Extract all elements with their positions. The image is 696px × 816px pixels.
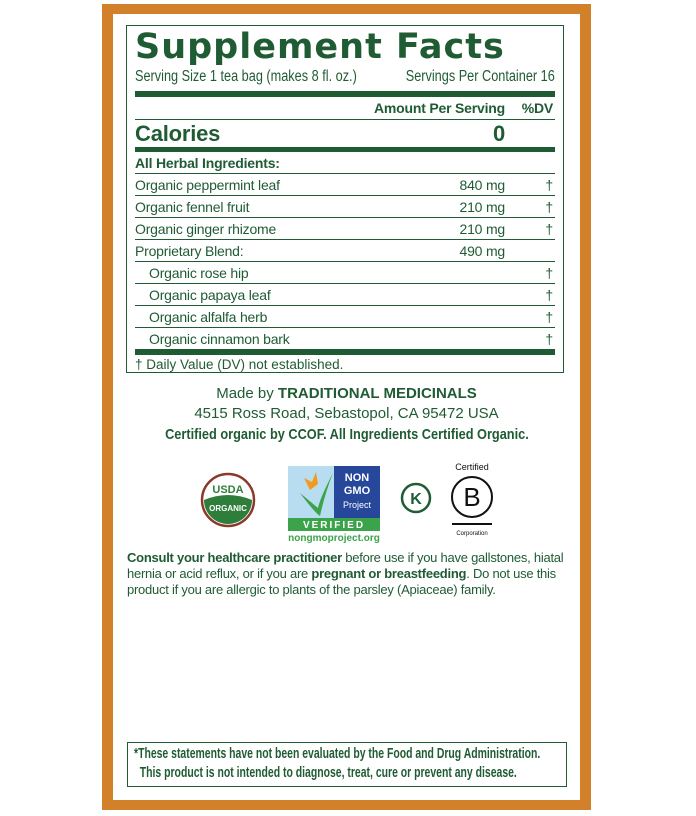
usda-organic-logo bbox=[202, 474, 254, 526]
svg-text:Project: Project bbox=[342, 500, 372, 510]
ingredient-dv: † bbox=[545, 198, 553, 215]
warning-text: Consult your healthcare practitioner before use if you have gallstones, hiatal hernia or acid reflux, or if you are pregnant or breastfeeding. Do not use this product if you are allergic to plants of the parsley (Apiaceae) family. bbox=[127, 550, 564, 597]
servings-per-container: Servings Per Container 16 bbox=[405, 68, 555, 85]
column-header-row bbox=[135, 97, 555, 120]
footnote: † Daily Value (DV) not established. bbox=[135, 357, 344, 372]
kosher-logo bbox=[402, 484, 430, 512]
ingredient-row bbox=[135, 240, 555, 262]
ingredient-row bbox=[135, 218, 555, 240]
fda-disclaimer bbox=[127, 742, 567, 787]
ingredient-name: Organic alfalfa herb bbox=[149, 308, 268, 325]
svg-text:NON: NON bbox=[344, 472, 370, 484]
calories-label: Calories bbox=[135, 120, 221, 146]
svg-text:GMO: GMO bbox=[343, 485, 371, 497]
ingredient-name: Organic peppermint leaf bbox=[135, 176, 280, 193]
made-by: Made by TRADITIONAL MEDICINALS bbox=[216, 385, 477, 402]
certified-organic: Certified organic by CCOF. All Ingredients Certified Organic. bbox=[164, 426, 529, 443]
b-corp-logo bbox=[452, 462, 492, 537]
ingredient-row bbox=[135, 306, 555, 328]
ingredient-amount: 840 mg bbox=[459, 176, 505, 193]
supplement-facts-panel bbox=[126, 25, 564, 373]
svg-text:K: K bbox=[410, 491, 422, 508]
ingredients-header: All Herbal Ingredients: bbox=[135, 152, 555, 174]
amount-header: Amount Per Serving bbox=[374, 100, 505, 116]
svg-text:VERIFIED: VERIFIED bbox=[302, 520, 366, 531]
non-gmo-project-logo bbox=[288, 466, 380, 544]
ingredient-name: Organic papaya leaf bbox=[149, 286, 271, 303]
svg-text:ORGANIC: ORGANIC bbox=[209, 504, 247, 513]
ingredient-row bbox=[135, 262, 555, 284]
ingredient-dv: † bbox=[545, 286, 553, 303]
svg-text:Corporation: Corporation bbox=[456, 531, 488, 537]
ingredient-dv: † bbox=[545, 330, 553, 347]
calories-value: 0 bbox=[492, 120, 505, 146]
serving-info bbox=[135, 66, 555, 87]
disclaimer-line-1: *These statements have not been evaluated by the Food and Drug Administration. bbox=[134, 746, 541, 762]
ingredient-row bbox=[135, 284, 555, 306]
company-name: TRADITIONAL MEDICINALS bbox=[277, 385, 477, 402]
ingredient-row bbox=[135, 196, 555, 218]
ingredient-dv: † bbox=[545, 264, 553, 281]
svg-text:B: B bbox=[463, 482, 481, 512]
ingredient-name: Organic fennel fruit bbox=[135, 198, 250, 215]
serving-size: Serving Size 1 tea bag (makes 8 fl. oz.) bbox=[135, 68, 357, 85]
svg-text:nongmoproject.org: nongmoproject.org bbox=[288, 533, 380, 544]
ingredient-dv: † bbox=[545, 308, 553, 325]
ingredient-row bbox=[135, 174, 555, 196]
disclaimer-line-2: This product is not intended to diagnose, treat, cure or prevent any disease. bbox=[139, 765, 517, 781]
ingredient-name: Organic cinnamon bark bbox=[149, 330, 290, 347]
ingredient-name: Organic rose hip bbox=[149, 264, 249, 281]
ingredient-name: Organic ginger rhizome bbox=[135, 220, 277, 237]
ingredient-amount: 210 mg bbox=[459, 198, 505, 215]
ingredient-dv: † bbox=[545, 176, 553, 193]
address: 4515 Ross Road, Sebastopol, CA 95472 USA bbox=[194, 405, 499, 422]
facts-title: Supplement Facts bbox=[135, 27, 505, 67]
certification-logos bbox=[200, 460, 500, 546]
ingredient-name: Proprietary Blend: bbox=[135, 242, 244, 259]
ingredient-dv: † bbox=[545, 220, 553, 237]
svg-text:USDA: USDA bbox=[212, 484, 244, 496]
svg-text:Certified: Certified bbox=[455, 462, 489, 472]
ingredient-amount: 490 mg bbox=[459, 242, 505, 259]
ingredient-row bbox=[135, 328, 555, 350]
dv-header: %DV bbox=[521, 100, 553, 116]
ingredient-amount: 210 mg bbox=[459, 220, 505, 237]
calories-row bbox=[135, 120, 555, 147]
